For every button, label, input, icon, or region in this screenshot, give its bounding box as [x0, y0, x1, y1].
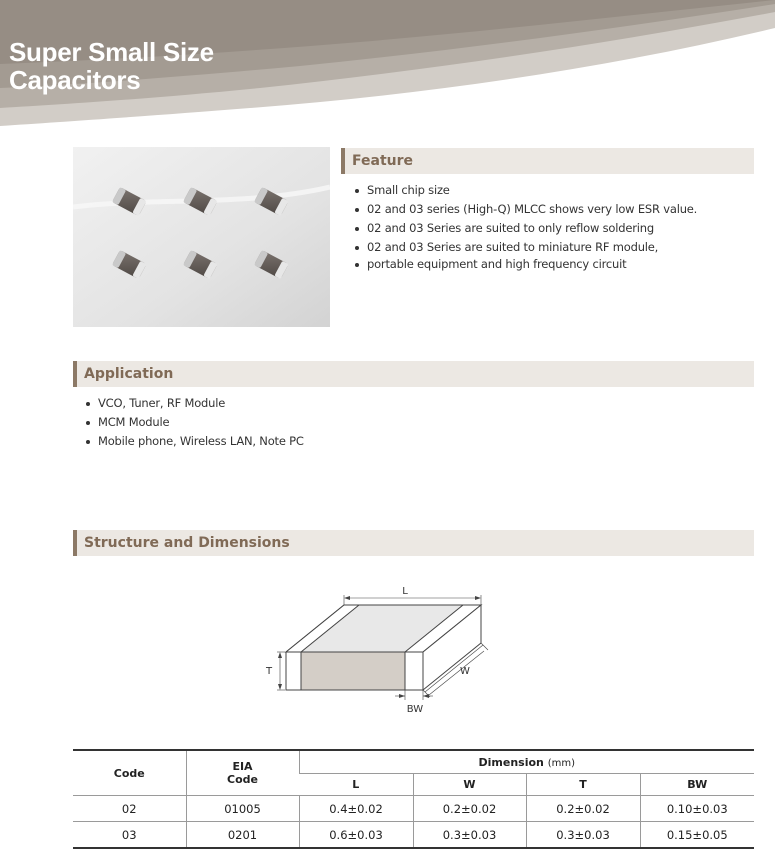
feature-item: 02 and 03 series (High-Q) MLCC shows very low ESR value. [354, 200, 754, 219]
cell-code: 02 [73, 796, 186, 822]
thickness-label: T [266, 666, 273, 677]
header-eia-line2: Code [227, 773, 258, 786]
feature-item: 02 and 03 Series are suited to miniature RF module, [354, 238, 754, 257]
feature-item: 02 and 03 Series are suited to only reflow soldering [354, 219, 754, 238]
band-width-label: BW [406, 704, 424, 715]
cell-l: 0.4±0.02 [299, 796, 413, 822]
table-row [73, 796, 754, 822]
cell-bw: 0.15±0.05 [640, 822, 754, 849]
application-item: Mobile phone, Wireless LAN, Note PC [85, 432, 685, 451]
header-dimension-unit: (mm) [547, 757, 576, 769]
dimension-table [73, 749, 754, 849]
length-dimension [344, 595, 481, 605]
header-t: T [526, 774, 640, 796]
application-item: VCO, Tuner, RF Module [85, 394, 685, 413]
application-item: MCM Module [85, 413, 685, 432]
cell-eia: 0201 [186, 822, 299, 849]
cell-w: 0.2±0.02 [413, 796, 526, 822]
header-eia-code [186, 750, 299, 796]
application-heading: Application [73, 361, 754, 387]
header-eia-line1: EIA [232, 760, 253, 773]
feature-list [354, 181, 754, 274]
feature-heading: Feature [341, 148, 754, 174]
header-bw: BW [640, 774, 754, 796]
header-dimension-label: Dimension [478, 755, 544, 769]
feature-item: Small chip size [354, 181, 754, 200]
table-header-row [73, 750, 754, 774]
cell-t: 0.2±0.02 [526, 796, 640, 822]
header-code: Code [73, 750, 186, 796]
cell-t: 0.3±0.03 [526, 822, 640, 849]
cell-code: 03 [73, 822, 186, 849]
title-line-1: Super Small Size [9, 37, 214, 67]
application-list [85, 394, 685, 451]
header-dimension [299, 750, 754, 774]
title-line-2: Capacitors [9, 65, 141, 95]
page-title [9, 38, 214, 94]
cell-bw: 0.10±0.03 [640, 796, 754, 822]
chip-structure-diagram [255, 575, 515, 720]
header-l: L [299, 774, 413, 796]
feature-item-continuation: portable equipment and high frequency circuit [354, 255, 754, 274]
structure-heading: Structure and Dimensions [73, 530, 754, 556]
table-row [73, 822, 754, 849]
thickness-dimension [277, 652, 285, 690]
product-photo [73, 147, 330, 327]
cell-l: 0.6±0.03 [299, 822, 413, 849]
width-label: W [460, 666, 470, 677]
cell-w: 0.3±0.03 [413, 822, 526, 849]
header-w: W [413, 774, 526, 796]
length-label: L [402, 586, 408, 597]
cell-eia: 01005 [186, 796, 299, 822]
band-width-dimension [395, 690, 433, 700]
